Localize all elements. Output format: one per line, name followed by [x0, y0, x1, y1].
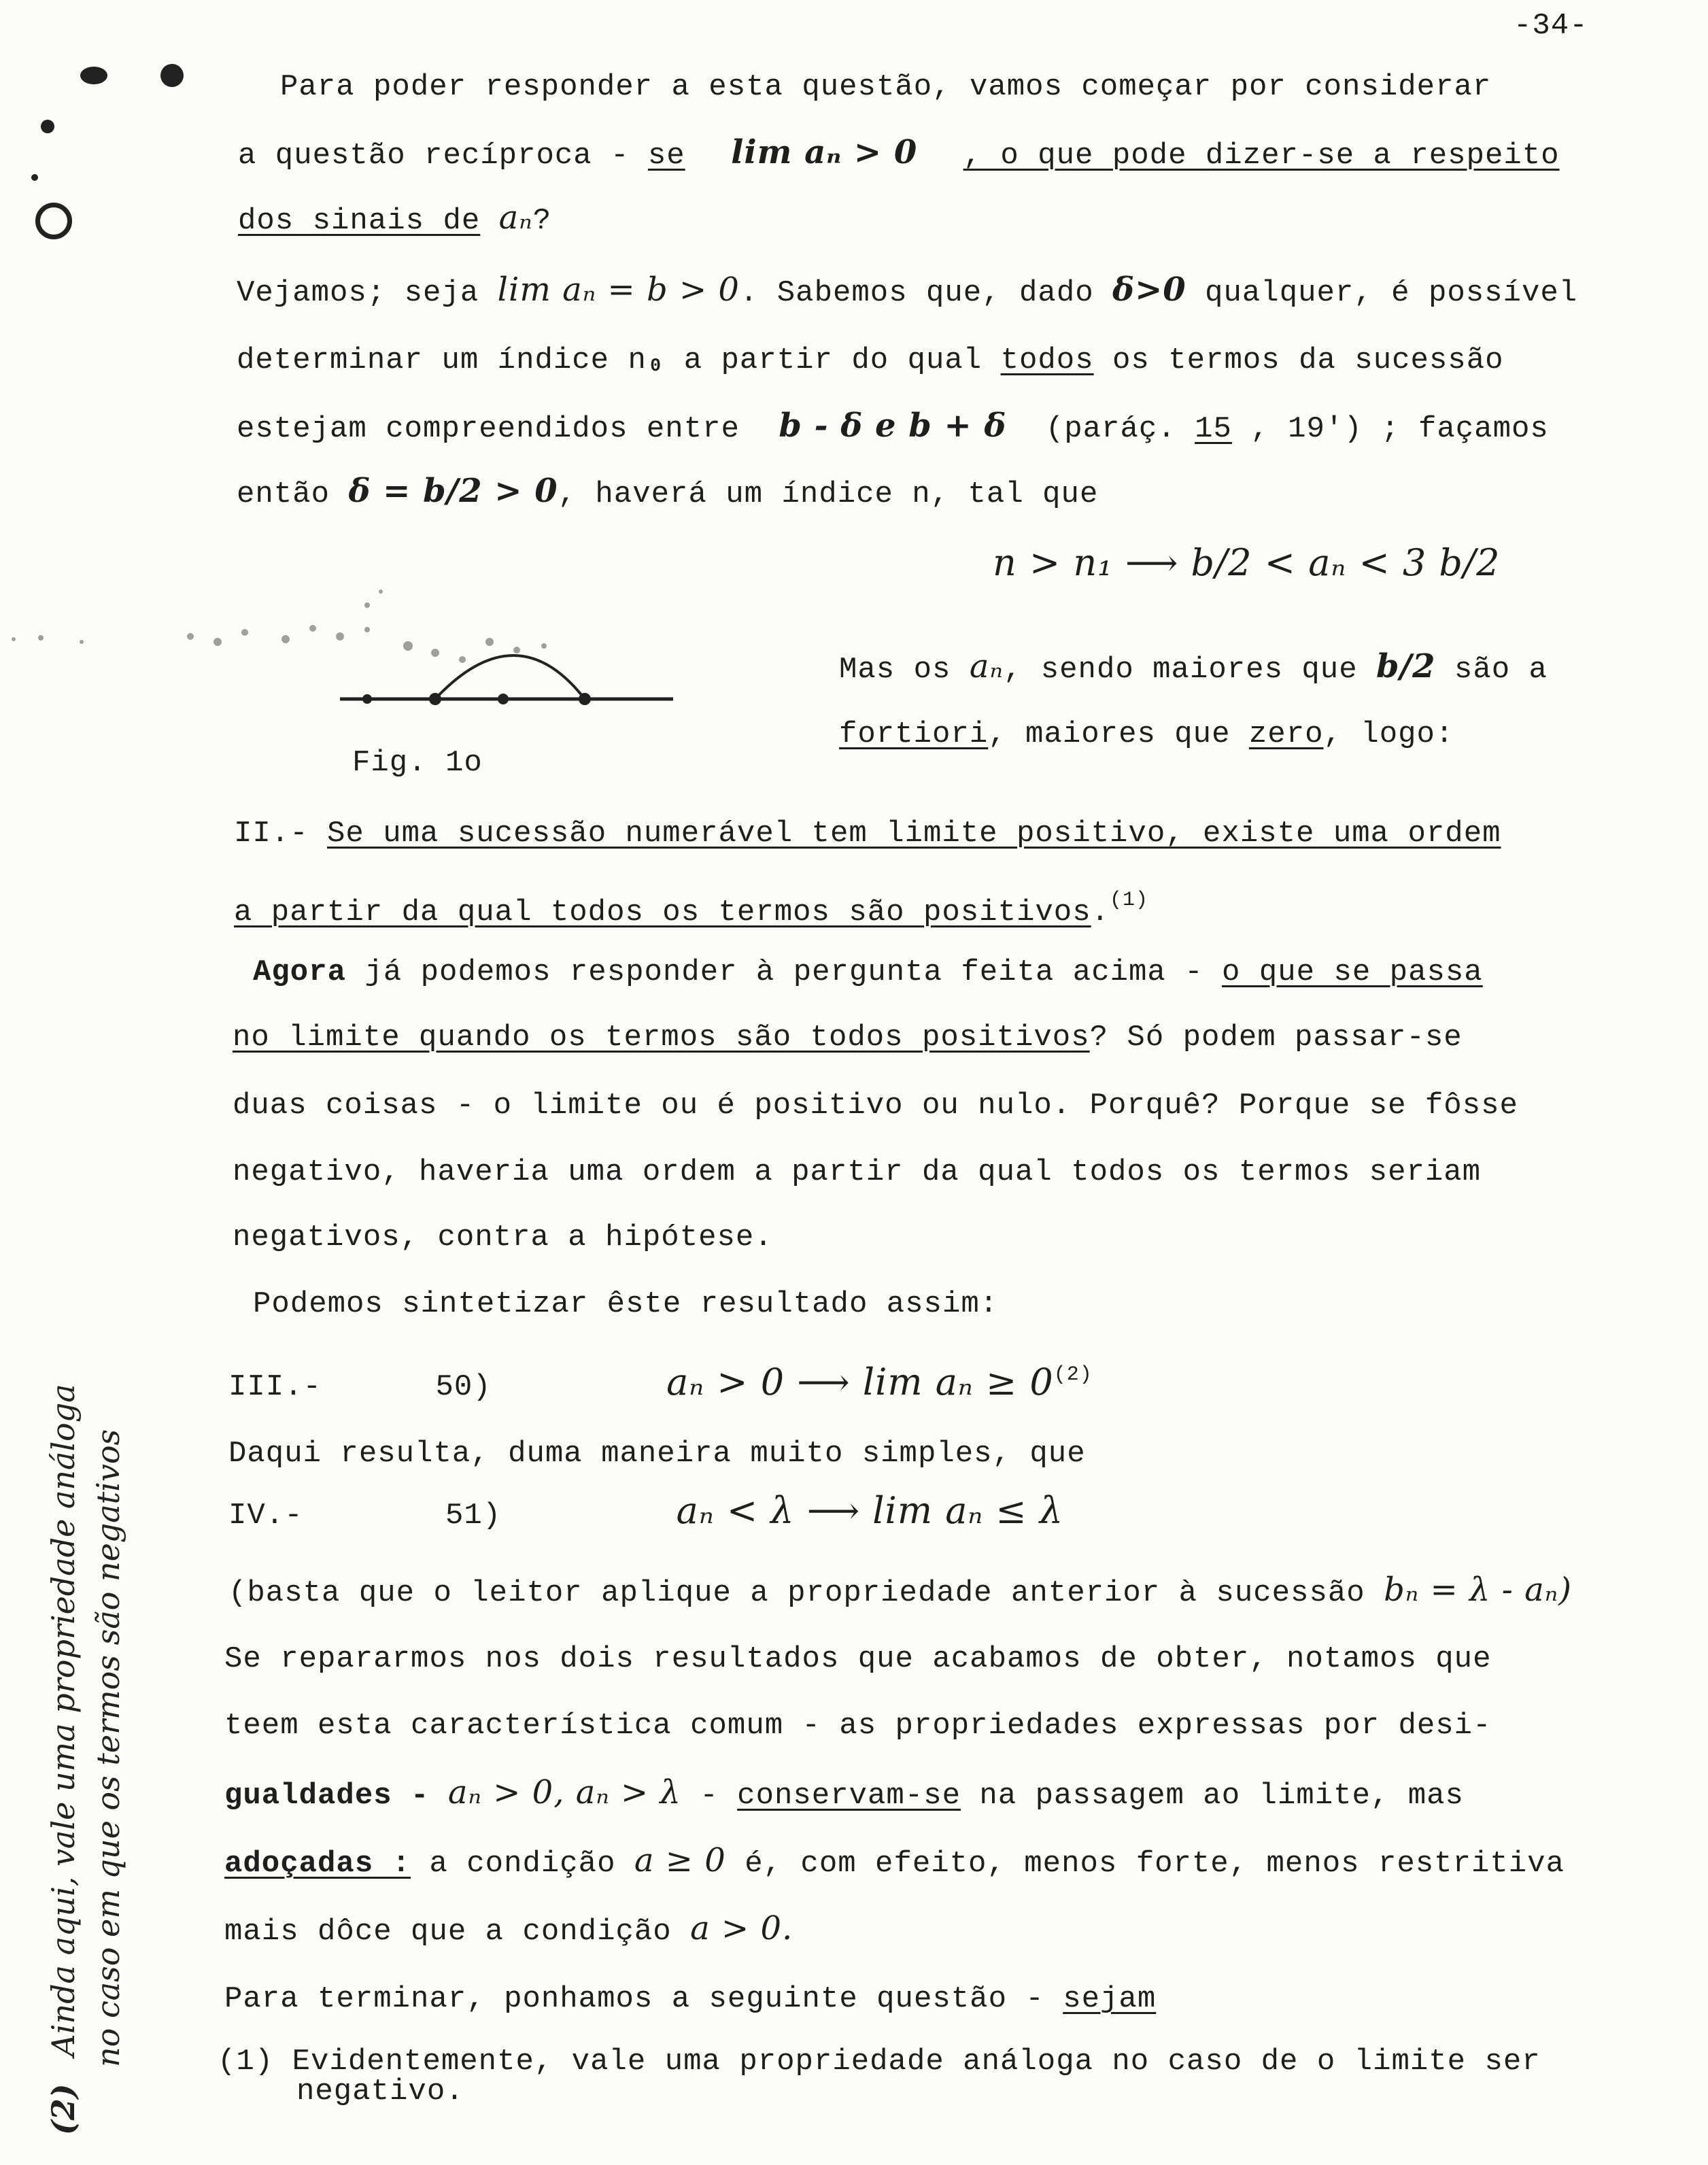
underlined-todos: todos [1000, 343, 1094, 377]
underlined-question-3: no limite quando os termos são todos positivos [233, 1021, 1090, 1055]
handwritten-bn: bₙ = λ - aₙ) [1384, 1571, 1572, 1609]
text: - [681, 1779, 738, 1813]
text: , 19') ; façamos [1250, 412, 1549, 446]
text: Mas os [839, 653, 951, 687]
handwritten-b-half: b/2 [1376, 647, 1436, 685]
line-8 [839, 647, 1548, 689]
handwritten-limit-b: lim aₙ = b > 0 [497, 271, 740, 309]
text: ? [532, 204, 552, 238]
margin-note-line-2: no caso em que os termos são negativos [90, 1429, 126, 2067]
handwritten-interval: b - δ e b + δ [779, 407, 1007, 445]
text-bold: Agora [253, 955, 347, 989]
line-14: duas coisas - o limite ou é positivo ou nulo. Porquê? Porque se fôsse [233, 1089, 1518, 1123]
footnote-ref-2: (2) [1053, 1363, 1093, 1386]
text: Para terminar, ponhamos a seguinte questão - [224, 1982, 1063, 2016]
formula-bounds: n > n₁ ⟶ b/2 < aₙ < 3 b/2 [993, 541, 1501, 584]
handwritten-delta-def: δ = b/2 > 0 [348, 472, 558, 510]
figure-caption: Fig. 1o [352, 746, 483, 780]
handwritten-property-IV: aₙ < λ ⟶ lim aₙ ≤ λ [676, 1489, 1064, 1532]
line-27 [224, 1980, 1156, 2018]
line-20 [228, 1489, 1064, 1535]
line-3 [238, 199, 551, 240]
ink-blot-2 [160, 64, 184, 87]
handwritten-an: aₙ [969, 647, 1004, 685]
ink-blot-3 [41, 120, 54, 133]
line-24 [224, 1773, 1464, 1815]
underlined-adocadas: adoçadas : [224, 1847, 411, 1881]
line-13 [233, 1019, 1463, 1057]
line-11 [234, 881, 1148, 932]
label-IV: IV.- [228, 1499, 303, 1533]
text: estejam compreendidos entre [237, 412, 740, 446]
ink-blot-4 [31, 174, 38, 181]
text: a condição [411, 1847, 616, 1881]
text: mais dôce que a condição [224, 1915, 672, 1949]
line-1 [280, 68, 1491, 106]
handwritten-limit: lim aₙ > 0 [731, 133, 918, 171]
text: , maiores que [988, 717, 1249, 751]
label-III: III.- [228, 1370, 322, 1404]
text: Para poder responder a esta questão, vamos começar por considerar [280, 70, 1492, 104]
line-16: negativos, contra a hipótese. [233, 1221, 773, 1255]
underlined-question-2: o que se passa [1222, 955, 1483, 989]
subscript: ₀ [646, 343, 666, 377]
line-19: Daqui resulta, duma maneira muito simples, que [228, 1437, 1086, 1471]
footnote-line-1: (1) Evidentemente, vale uma propriedade análoga no caso de o limite ser [218, 2045, 1541, 2079]
underlined-fortiori: fortiori [839, 717, 989, 751]
line-2 [238, 133, 1560, 175]
text: . [1091, 896, 1110, 930]
underlined-se: se [647, 139, 685, 173]
text: (basta que o leitor aplique a propriedade anterior à sucessão [228, 1576, 1365, 1610]
equation-number: 50) [435, 1370, 492, 1404]
tick-zero [362, 694, 372, 704]
handwritten-a-geq-0: a ≥ 0 [634, 1841, 726, 1879]
text: são a [1454, 653, 1548, 687]
text: é, com efeito, menos forte, menos restritiva [745, 1847, 1565, 1881]
line-10 [234, 815, 1501, 853]
tick-three-half-b [579, 693, 591, 705]
footnote-1 [218, 2047, 1541, 2107]
line-26 [224, 1909, 793, 1951]
line-12 [253, 953, 1483, 991]
text: então [237, 477, 330, 511]
line-4 [237, 271, 1577, 312]
line-18 [228, 1356, 1093, 1406]
underlined-zero: zero [1248, 717, 1324, 751]
text: ? Só podem passar-se [1089, 1021, 1463, 1055]
figure-smudge [12, 590, 547, 663]
footnote-line-2: negativo. [296, 2075, 464, 2109]
tick-half-b [429, 693, 441, 705]
handwritten-inequalities: aₙ > 0, aₙ > λ [447, 1773, 681, 1811]
theorem-II-cont: a partir da qual todos os termos são positivos [234, 896, 1091, 930]
handwritten-delta: δ>0 [1112, 271, 1186, 309]
margin-handwritten-note [41, 1231, 131, 2135]
theorem-II: Se uma sucessão numerável tem limite positivo, existe uma ordem [327, 817, 1501, 851]
text: a questão recíproca - [238, 139, 648, 173]
page-number: -34- [1514, 9, 1588, 43]
line-17: Podemos sintetizar êste resultado assim: [253, 1287, 999, 1321]
equation-number: 51) [445, 1499, 502, 1533]
text: II.- [234, 817, 328, 851]
underlined-sejam: sejam [1063, 1982, 1157, 2016]
line-7 [237, 472, 1098, 513]
text: (paráç. [1045, 412, 1176, 446]
text: . Sabemos que, dado [739, 276, 1094, 310]
line-21 [228, 1571, 1572, 1612]
text: os termos da sucessão [1093, 343, 1504, 377]
line-22: Se repararmos nos dois resultados que acabamos de obter, notamos que [224, 1642, 1492, 1676]
line-23: teem esta característica comum - as propriedades expressas por desi- [224, 1709, 1492, 1743]
text: determinar um índice n [237, 343, 647, 377]
text: já podemos responder à pergunta feita acima - [346, 955, 1223, 989]
text: , logo: [1323, 717, 1454, 751]
text: Vejamos; seja [237, 276, 479, 310]
text: , haverá um índice n, tal que [558, 477, 1099, 511]
underlined-signs: dos sinais de [238, 204, 481, 238]
line-6 [237, 407, 1549, 448]
underlined-conservam: conservam-se [737, 1779, 961, 1813]
margin-note-line-1: Ainda aqui, vale uma propriedade análoga [45, 1384, 82, 2057]
line-5 [237, 341, 1504, 379]
margin-note-mark: (2) [45, 2083, 82, 2135]
line-9 [839, 715, 1454, 753]
tick-b [498, 694, 509, 704]
line-15: negativo, haveria uma ordem a partir da qual todos os termos seriam [233, 1155, 1482, 1189]
text: , sendo maiores que [1003, 653, 1358, 687]
text: qualquer, é possível [1205, 276, 1578, 310]
handwritten-property-III: aₙ > 0 ⟶ lim aₙ ≥ 0 [666, 1361, 1054, 1403]
underlined-question: , o que pode dizer-se a respeito [963, 139, 1560, 173]
handwritten-an: aₙ [498, 199, 533, 237]
text: a partir do qual [665, 343, 1001, 377]
text: gualdades - [224, 1779, 430, 1813]
text: na passagem ao limite, mas [961, 1779, 1464, 1813]
interval-arc [435, 655, 585, 699]
line-25 [224, 1841, 1565, 1883]
footnote-ref-1: (1) [1110, 889, 1149, 912]
underlined-paragraph: 15 [1195, 412, 1232, 446]
ink-mark-circle [35, 203, 72, 239]
ink-blot-1 [80, 67, 107, 84]
handwritten-a-gt-0: a > 0. [690, 1909, 793, 1947]
